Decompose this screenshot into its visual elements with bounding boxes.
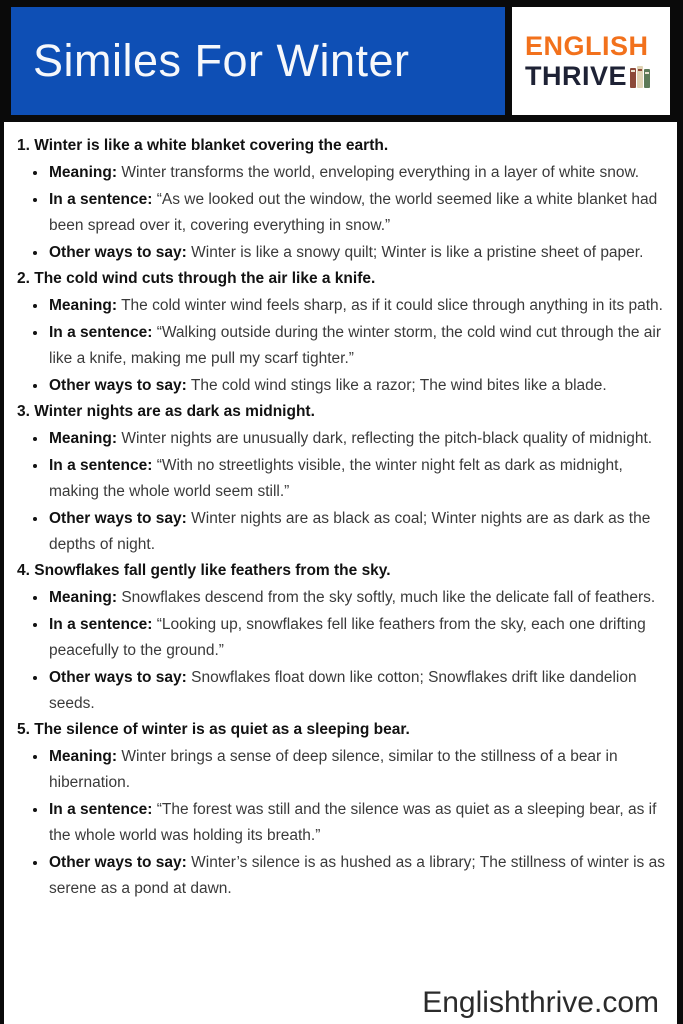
sentence-label: In a sentence:	[49, 191, 153, 208]
title-banner	[11, 7, 505, 115]
meaning-item	[48, 584, 665, 611]
simile-heading	[17, 717, 665, 743]
sentence-label: In a sentence:	[49, 616, 153, 633]
simile-points	[17, 159, 665, 266]
header	[4, 0, 677, 122]
meaning-item	[48, 743, 665, 796]
other-label: Other ways to say:	[49, 854, 187, 871]
simile-section-2	[17, 266, 665, 399]
logo	[512, 7, 670, 115]
meaning-label: Meaning:	[49, 297, 118, 314]
meaning-text: Snowflakes descend from the sky softly, much like the delicate fall of feathers.	[121, 589, 656, 606]
meaning-item	[48, 425, 665, 452]
other-item	[48, 849, 665, 902]
meaning-text: Winter nights are unusually dark, reflecting the pitch-black quality of midnight.	[121, 430, 653, 447]
other-label: Other ways to say:	[49, 377, 187, 394]
other-item	[48, 372, 665, 399]
other-item	[48, 239, 665, 266]
meaning-label: Meaning:	[49, 748, 118, 765]
sentence-text: “With no streetlights visible, the winter night felt as dark as midnight, making the whole world seem still.”	[49, 457, 623, 500]
simile-title-text: The cold wind cuts through the air like a knife.	[34, 270, 376, 287]
sentence-text: “The forest was still and the silence was as quiet as a sleeping bear, as if the whole world was holding its breath.”	[49, 801, 657, 844]
simile-number: 5.	[17, 721, 30, 738]
watermark: Englishthrive.com	[416, 986, 659, 1020]
other-text: Snowflakes float down like cotton; Snowflakes drift like dandelion seeds.	[49, 669, 637, 712]
sentence-item	[48, 186, 665, 239]
simile-list	[4, 122, 677, 902]
meaning-text: Winter transforms the world, enveloping everything in a layer of white snow.	[121, 164, 640, 181]
sentence-label: In a sentence:	[49, 457, 153, 474]
sentence-label: In a sentence:	[49, 324, 153, 341]
simile-heading	[17, 399, 665, 425]
logo-thrive-text: THRIVE	[525, 61, 628, 91]
sentence-label: In a sentence:	[49, 801, 153, 818]
page-title: Similes For Winter	[33, 35, 410, 86]
meaning-text: The cold winter wind feels sharp, as if it could slice through anything in its path.	[121, 297, 663, 314]
meaning-item	[48, 292, 665, 319]
simile-points	[17, 584, 665, 717]
simile-section-3	[17, 399, 665, 558]
other-text: The cold wind stings like a razor; The wind bites like a blade.	[190, 377, 607, 394]
books-icon	[629, 63, 652, 89]
logo-thrive-row	[525, 61, 670, 91]
other-label: Other ways to say:	[49, 510, 187, 527]
meaning-label: Meaning:	[49, 430, 118, 447]
meaning-label: Meaning:	[49, 164, 118, 181]
simile-section-4	[17, 558, 665, 717]
simile-heading	[17, 133, 665, 159]
sentence-item	[48, 452, 665, 505]
other-item	[48, 505, 665, 558]
other-text: Winter nights are as black as coal; Winter nights are as dark as the depths of night.	[49, 510, 651, 553]
simile-points	[17, 292, 665, 399]
simile-section-5	[17, 717, 665, 902]
simile-number: 2.	[17, 270, 30, 287]
sentence-text: “Walking outside during the winter storm, the cold wind cut through the air like a knife, making me pull my scarf tighter.”	[49, 324, 661, 367]
meaning-text: Winter brings a sense of deep silence, similar to the stillness of a bear in hibernation.	[49, 748, 618, 791]
simile-points	[17, 425, 665, 558]
simile-number: 1.	[17, 137, 30, 154]
simile-title-text: Winter nights are as dark as midnight.	[34, 403, 315, 420]
simile-title-text: The silence of winter is as quiet as a sleeping bear.	[34, 721, 410, 738]
logo-english-text: ENGLISH	[525, 31, 649, 61]
other-text: Winter is like a snowy quilt; Winter is like a pristine sheet of paper.	[191, 244, 644, 261]
sentence-item	[48, 611, 665, 664]
sentence-text: “Looking up, snowflakes fell like feathers from the sky, each one drifting peacefully to the ground.”	[49, 616, 646, 659]
other-label: Other ways to say:	[49, 244, 187, 261]
other-text: Winter’s silence is as hushed as a library; The stillness of winter is as serene as a pond at dawn.	[49, 854, 665, 897]
sentence-item	[48, 319, 665, 372]
other-label: Other ways to say:	[49, 669, 187, 686]
simile-number: 3.	[17, 403, 30, 420]
sentence-item	[48, 796, 665, 849]
simile-section-1	[17, 133, 665, 266]
simile-heading	[17, 558, 665, 584]
simile-title-text: Snowflakes fall gently like feathers from the sky.	[34, 562, 391, 579]
meaning-label: Meaning:	[49, 589, 118, 606]
sentence-text: “As we looked out the window, the world seemed like a white blanket had been spread over it, covering everything in snow.”	[49, 191, 658, 234]
simile-points	[17, 743, 665, 902]
simile-title-text: Winter is like a white blanket covering the earth.	[34, 137, 389, 154]
simile-number: 4.	[17, 562, 30, 579]
meaning-item	[48, 159, 665, 186]
simile-heading	[17, 266, 665, 292]
other-item	[48, 664, 665, 717]
